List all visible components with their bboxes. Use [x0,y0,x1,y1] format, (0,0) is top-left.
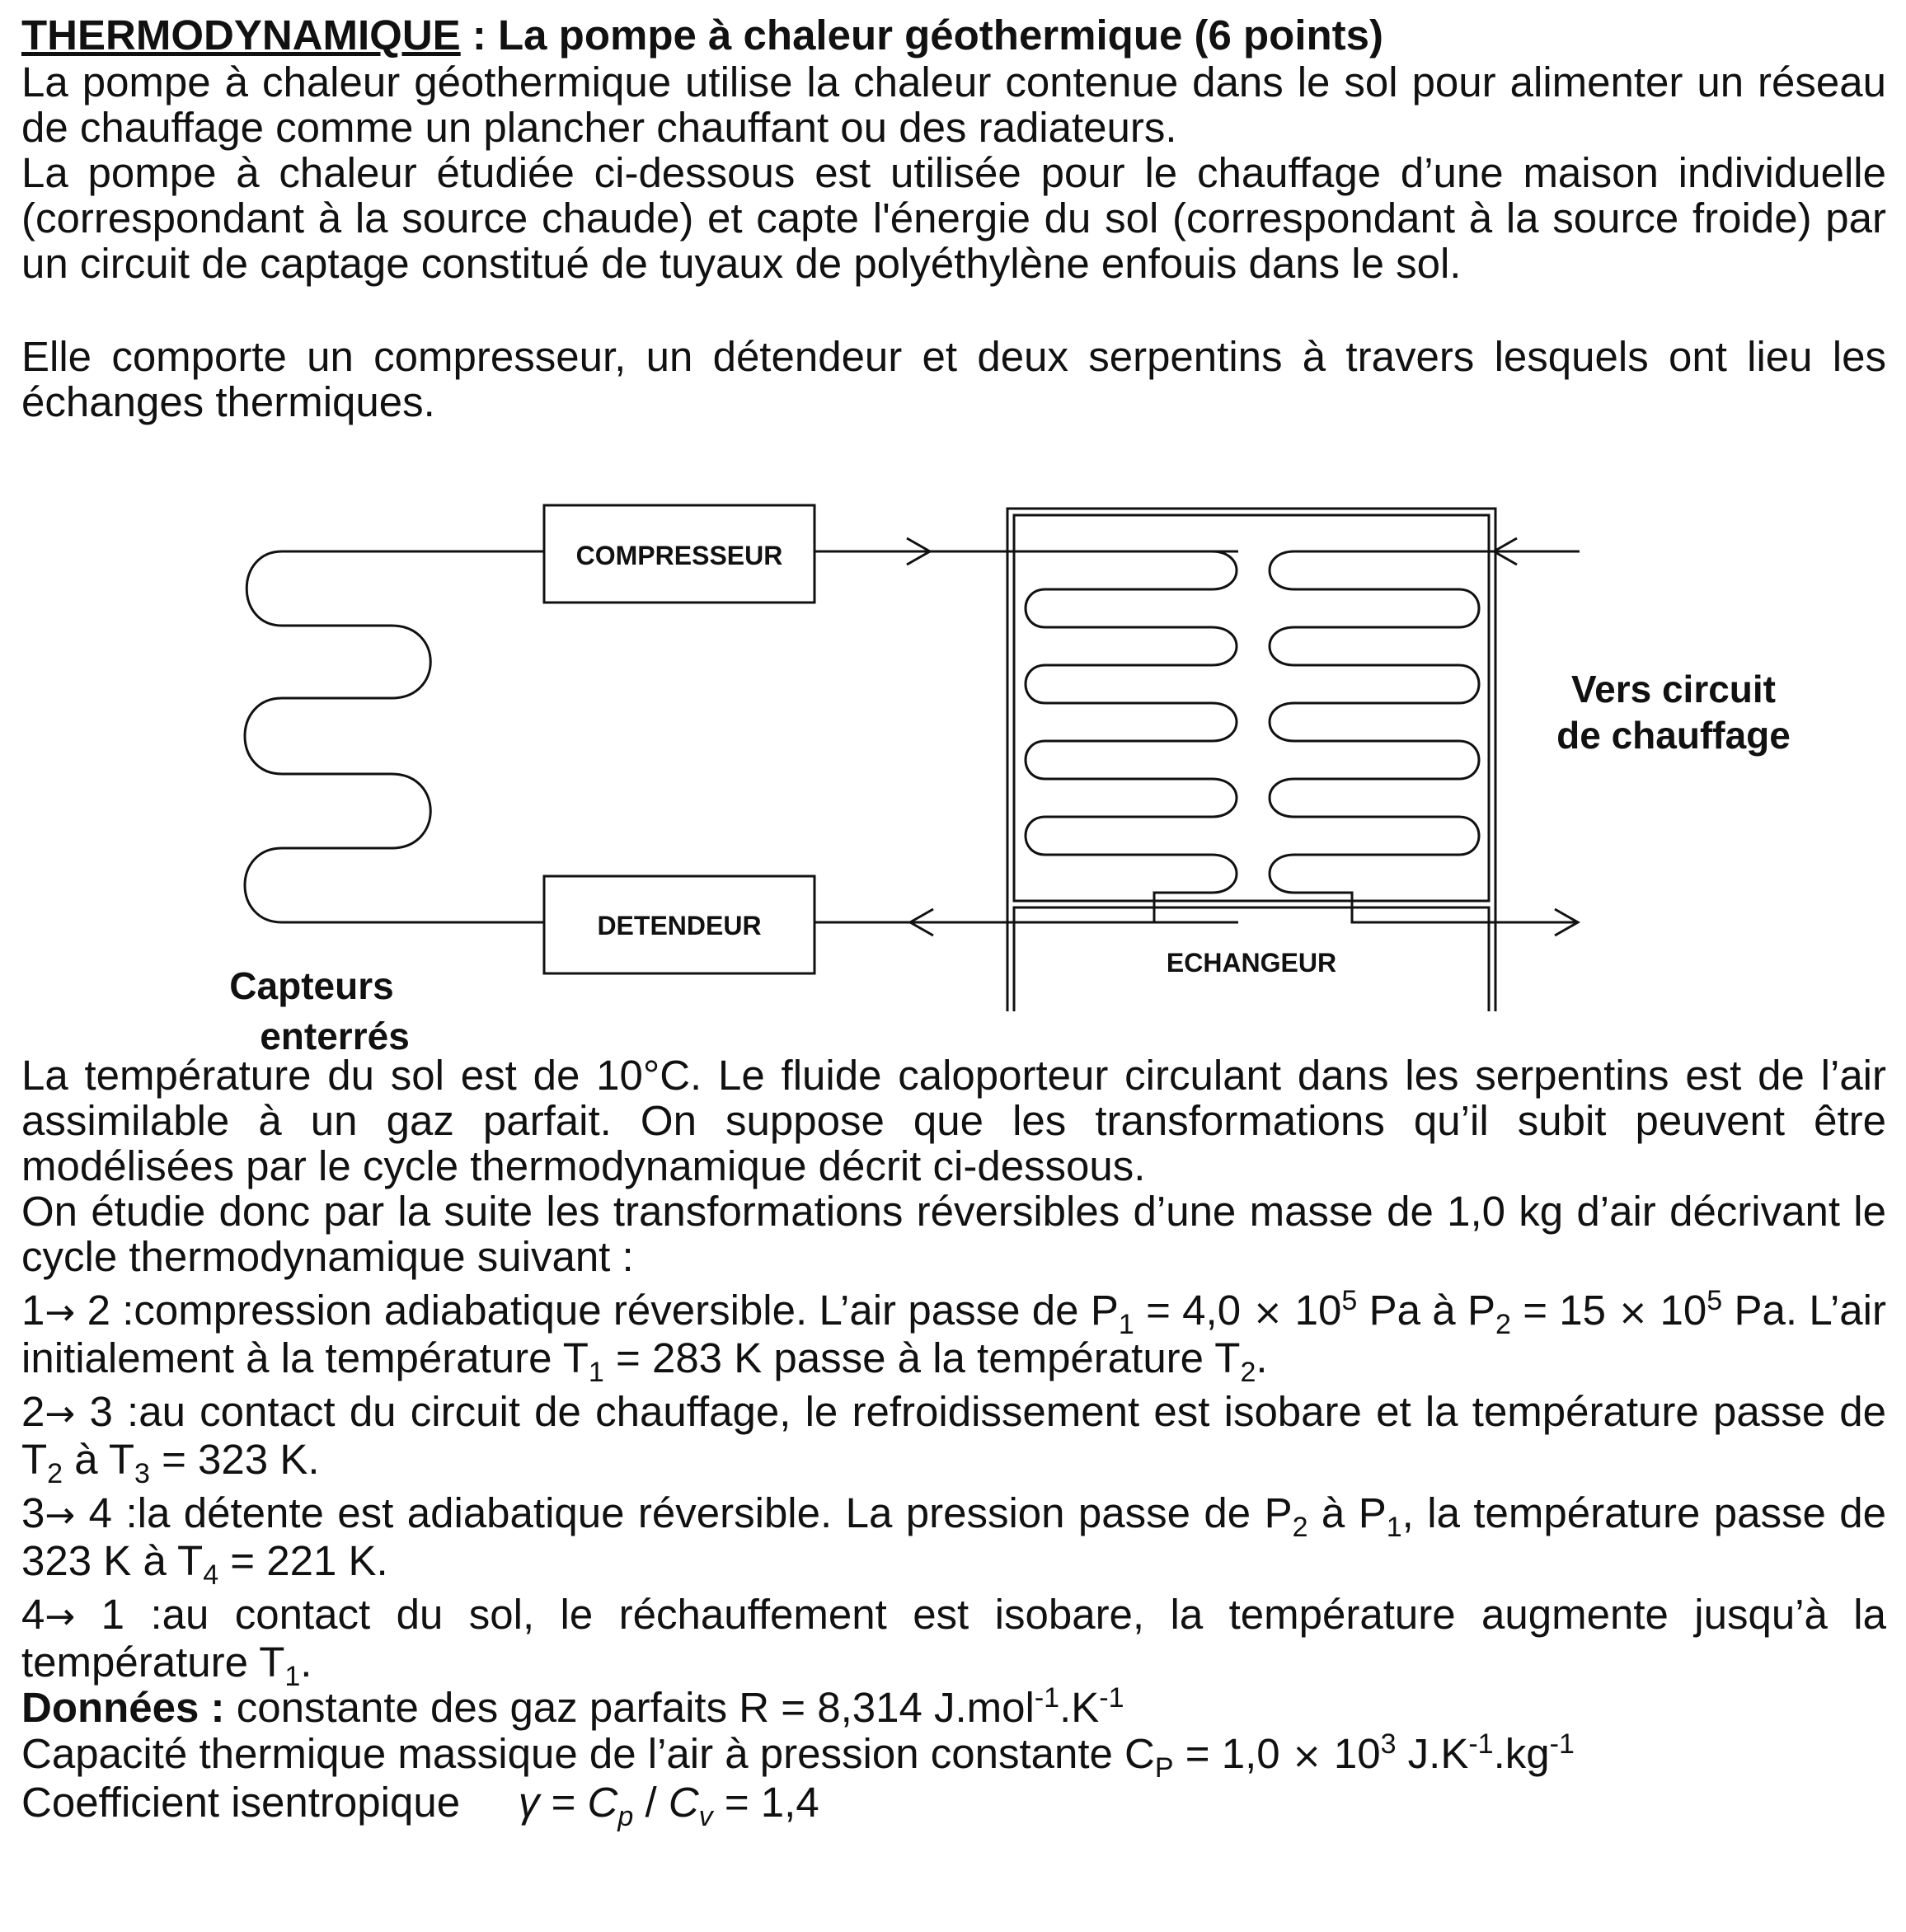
step-4-1: 4→ 1 :au contact du sol, le réchauffement est isobare, la température augmente jusqu’à la température $T_1$. [21,1591,1886,1693]
capteurs-label-1: Capteurs [229,964,394,1007]
heating-coil [1270,551,1492,922]
intro-paragraph-1: La pompe à chaleur géothermique utilise la chaleur contenue dans le sol pour alimenter un réseau de chauffage comme un plancher chauffant ou des radiateurs. [21,59,1886,151]
donnees-label: Données : [21,1684,225,1731]
intro-paragraph-3: Elle comporte un compresseur, un détendeur et deux serpentins à travers lesquels ont lieu les échanges thermiques. [21,333,1886,425]
capteurs-label-2: enterrés [260,1015,410,1057]
donnees-gamma: Coefficient isentropique $\gamma = C_p / C_v = 1,4$ [21,1779,819,1833]
body-paragraph-1: La température du sol est de 10°C. Le fluide caloporteur circulant dans les serpentins est de l’air assimilable à un gaz parfait. On suppose que les transformations qu’il subit peuvent être modélisées par le cycle thermodynamique décrit ci-dessous. [21,1052,1886,1189]
donnees-cp: Capacité thermique massique de l’air à pression constante $C_P = 1,0 \times 10^3$ $J.K^{-1}.kg^{-1}$ [21,1728,1575,1784]
echangeur-outer-frame [1007,509,1495,1011]
step-2-3: 2→ 3 :au contact du circuit de chauffage, le refroidissement est isobare et la température passe de $T_2$ à $T_3 = 323$ K. [21,1388,1886,1490]
echangeur-label: ECHANGEUR [1166,948,1337,978]
title-subject: THERMODYNAMIQUE [21,12,461,59]
title-rest: : La pompe à chaleur géothermique (6 points) [460,12,1383,59]
echangeur-coil-frame [1014,515,1489,901]
compresseur-label: COMPRESSEUR [575,541,783,570]
refrigerant-coil [1014,551,1237,922]
vers-circuit-label-1: Vers circuit [1570,668,1777,710]
exercise-page [21,12,1886,1833]
step-3-4: 3→ 4 :la détente est adiabatique réversible. La pression passe de $P_2$ à $P_1$, la température passe de 323 K à $T_4 = 221$ K. [21,1489,1886,1592]
donnees-r: Données : constante des gaz parfaits R = 8,314 $J.mol^{-1}.K^{-1}$ [21,1682,1124,1731]
ground-collector-coil [245,551,544,922]
body-paragraph-2: On étudie donc par la suite les transformations réversibles d’une masse de 1,0 kg d’air décrivant le cycle thermodynamique suivant : [21,1188,1886,1280]
heat-pump-diagram [21,434,1886,1057]
step-1-2: 1→ 2 :compression adiabatique réversible. L’air passe de $P_1 = 4,0 \times 10^5$ Pa à $P_2 = 15 \times 10^5$ Pa. L’air initialement à la température $T_1 = 283$ K passe à la température $T_2$. [21,1285,1886,1389]
intro-paragraph-2: La pompe à chaleur étudiée ci-dessous est utilisée pour le chauffage d’une maison individuelle (correspondant à la source chaude) et capte l'énergie du sol (correspondant à la source froide) par un circuit de captage constitué de tuyaux de polyéthylène enfouis dans le sol. [21,149,1886,287]
vers-circuit-label-2: de chauffage [1556,714,1791,757]
detendeur-label: DETENDEUR [597,911,762,940]
exercise-title [21,12,1886,59]
